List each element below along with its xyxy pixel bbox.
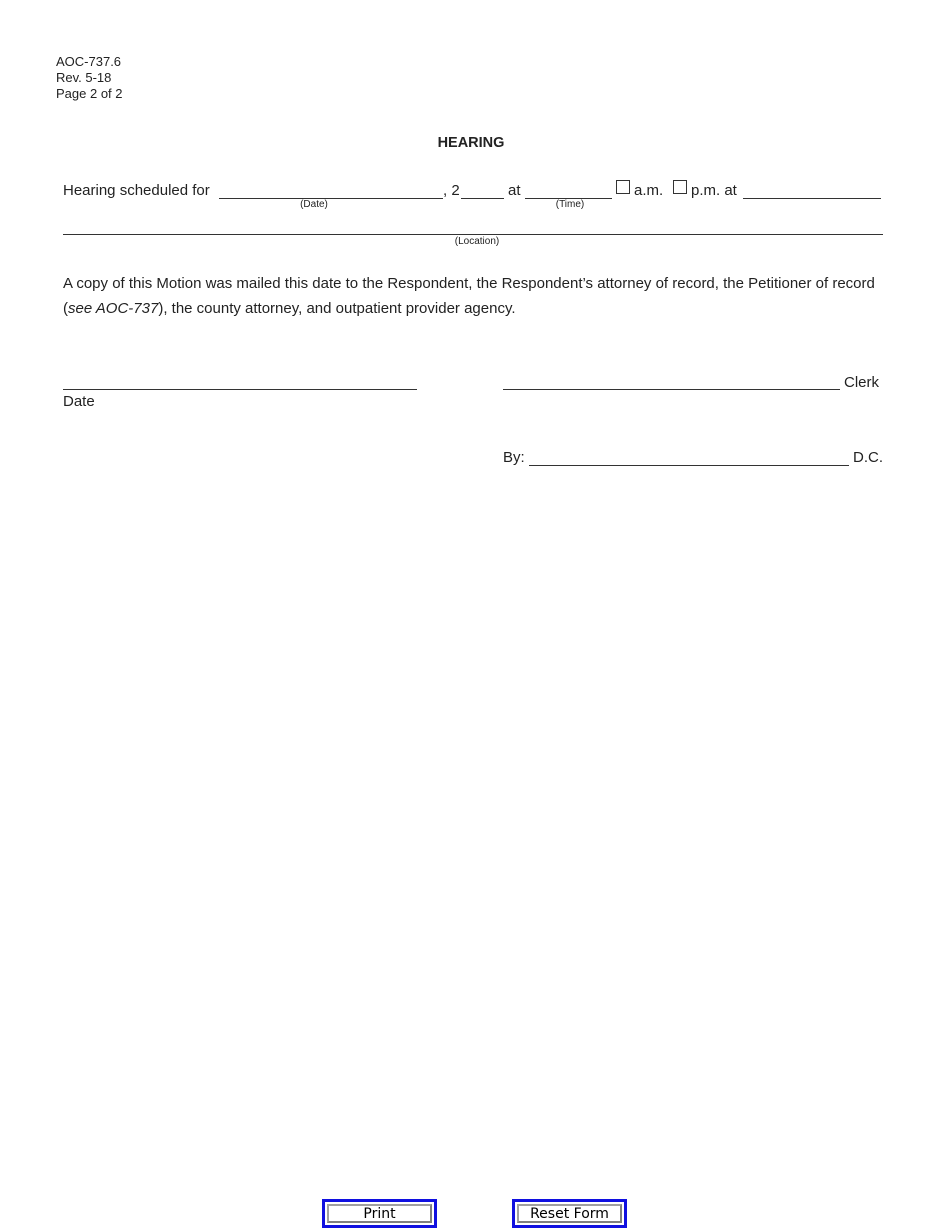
time-caption: (Time): [555, 199, 585, 210]
pm-label: p.m. at: [691, 182, 737, 199]
notice-text-end: ), the county attorney, and outpatient provider agency.: [158, 300, 516, 317]
form-number: AOC-737.6: [56, 54, 122, 69]
notice-form-reference: see AOC-737: [68, 300, 159, 317]
date-label: Date: [63, 393, 95, 410]
form-identification: [56, 54, 123, 102]
date-signature-field[interactable]: [63, 389, 417, 390]
location-caption: (Location): [454, 236, 500, 247]
print-button[interactable]: [322, 1199, 437, 1228]
reset-form-button[interactable]: [512, 1199, 627, 1228]
hearing-place-field[interactable]: [743, 198, 881, 199]
hearing-scheduled-label: Hearing scheduled for: [63, 182, 210, 199]
date-caption: (Date): [300, 199, 328, 210]
page-number: Page 2 of 2: [56, 86, 123, 101]
year-prefix: , 2: [443, 182, 460, 199]
mailing-notice: [63, 271, 893, 321]
pm-checkbox[interactable]: [673, 180, 687, 194]
section-title: HEARING: [437, 135, 505, 151]
clerk-signature-field[interactable]: [503, 389, 840, 390]
hearing-year-field[interactable]: [461, 198, 504, 199]
deputy-clerk-signature-field[interactable]: [529, 465, 849, 466]
am-label: a.m.: [634, 182, 664, 199]
print-button-label[interactable]: Print: [327, 1204, 432, 1223]
at-label: at: [508, 182, 521, 199]
deputy-clerk-label: D.C.: [853, 449, 883, 466]
notice-text-start: A copy of this Motion was mailed this date to the Respondent, the Respondent’s attorney of record, the Petitioner of record (: [63, 275, 875, 317]
clerk-label: Clerk: [844, 374, 880, 391]
reset-form-button-label[interactable]: Reset Form: [517, 1204, 622, 1223]
by-label: By:: [503, 449, 525, 466]
am-checkbox[interactable]: [616, 180, 630, 194]
form-revision: Rev. 5-18: [56, 70, 112, 85]
hearing-location-field[interactable]: [63, 234, 883, 235]
